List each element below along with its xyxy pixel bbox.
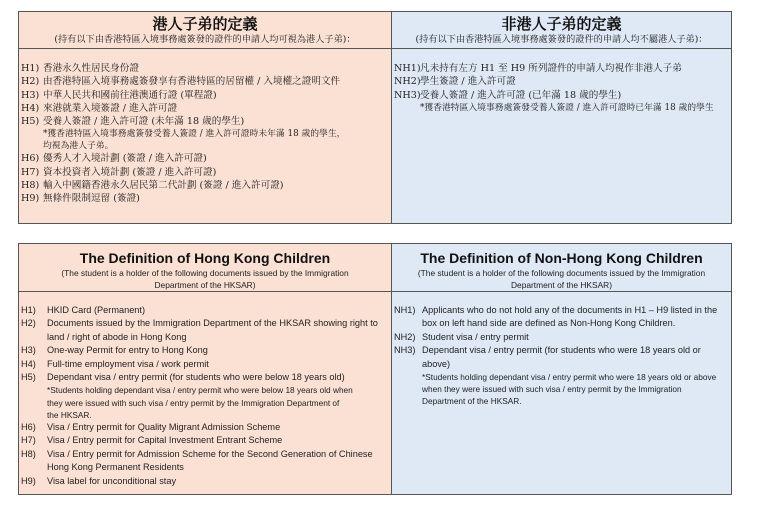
english-definition-table	[18, 243, 732, 495]
list-item: H3) One-way Permit for entry to Hong Kong	[21, 345, 208, 356]
list-item: NH1) 凡未持有左方 H1 至 H9 所列證件的申請人均視作非港人子弟	[394, 63, 682, 74]
english-header-row	[19, 244, 731, 292]
list-item: H8) Visa / Entry permit for Admission Scheme for the Second Generation of Chinese Hong Kong Permanent Residents	[21, 448, 373, 473]
list-item: H7) 資本投資者入境計劃 (簽證 / 進入許可證)	[21, 166, 217, 178]
hk-children-subtitle-zh: (持有以下由香港特區入境事務處簽發的證件的申請人均可視為港人子弟)：	[54, 34, 356, 45]
non-hk-children-title-zh: 非港人子弟的定義	[501, 15, 622, 33]
non-hk-children-subtitle-en: (The student is a holder of the following documents issued by the Immigration Department of the HKSAR)	[417, 268, 706, 290]
non-hk-children-header-zh	[392, 12, 731, 49]
list-item: NH3) Dependant visa / entry permit (for students who were 18 years old or above)	[394, 345, 701, 369]
dependant-note-en: *Students holding dependant visa / entry permit who were 18 years old or above when they were issued with such visa / entry permit by the Immigration Department of the HKSAR.	[422, 372, 717, 407]
list-item: H5) 受養人簽證 / 進入許可證 (未年滿 18 歲的學生)	[21, 116, 245, 128]
list-item: H1) 香港永久性居民身份證	[21, 63, 139, 74]
list-item: H4) 來港就業入境簽證 / 進入許可證	[21, 102, 178, 114]
hk-children-header-en	[19, 244, 392, 292]
list-item: H5) Dependant visa / entry permit (for students who were below 18 years old)	[21, 372, 345, 383]
chinese-body-row	[19, 49, 731, 223]
non-hk-children-title-en: The Definition of Non-Hong Kong Children	[420, 250, 703, 266]
english-body-row	[19, 292, 731, 494]
list-item: H6) 優秀人才入境計劃 (簽證 / 進入許可證)	[21, 153, 207, 165]
hk-children-list-zh	[19, 49, 392, 223]
list-item: H9) Visa label for unconditional stay	[21, 475, 177, 486]
list-item: H2) 由香港特區入境事務處簽發享有香港特區的居留權 / 入境權之證明文件	[21, 76, 341, 88]
list-item: NH3) 受養人簽證 / 進入許可證 (已年滿 18 歲的學生)	[394, 89, 622, 101]
hk-children-list-en	[19, 292, 392, 494]
chinese-definition-table	[18, 11, 732, 224]
hk-children-header-zh	[19, 12, 392, 49]
dependant-note-en: *Students holding dependant visa / entry permit who were below 18 years old when they were issued with such visa / entry permit by the Immigration Department of the HKSAR.	[47, 385, 353, 420]
dependant-note-zh: *獲香港特區入境事務處簽發受養人簽證 / 進入許可證時已年滿 18 歲的學生	[420, 102, 714, 113]
list-item: H6) Visa / Entry permit for Quality Migrant Admission Scheme	[21, 422, 281, 433]
list-item: H7) Visa / Entry permit for Capital Investment Entrant Scheme	[21, 435, 283, 446]
list-item: NH2) Student visa / entry permit	[394, 331, 529, 342]
list-item: H1) HKID Card (Permanent)	[21, 305, 146, 315]
hk-children-subtitle-en: (The student is a holder of the following documents issued by the Immigration Department of the HKSAR)	[61, 268, 349, 290]
non-hk-children-subtitle-zh: (持有以下由香港特區入境事務處簽發的證件的申請人均不屬港人子弟)：	[415, 34, 708, 45]
hk-children-title-en: The Definition of Hong Kong Children	[79, 250, 331, 266]
non-hk-children-header-en	[392, 244, 731, 292]
chinese-header-row	[19, 12, 731, 49]
non-hk-children-list-en	[392, 292, 731, 494]
list-item: NH1) Applicants who do not hold any of the documents in H1 – H9 listed in the box on left hand side are defined as Non-Hong Kong Children.	[394, 305, 718, 329]
list-item: NH2) 學生簽證 / 進入許可證	[394, 76, 516, 88]
list-item: H3) 中華人民共和國前往港澳通行證 (單程證)	[21, 89, 217, 101]
list-item: H2) Documents issued by the Immigration Department of the HKSAR showing right to land / right of abode in Hong Kong	[21, 318, 378, 342]
dependant-note-zh: *獲香港特區入境事務處簽發受養人簽證 / 進入許可證時未年滿 18 歲的學生，均視為港人子弟。	[43, 129, 346, 152]
list-item: H4) Full-time employment visa / work permit	[21, 358, 209, 369]
non-hk-children-list-zh	[392, 49, 731, 223]
list-item: H9) 無條件限制逗留 (簽證)	[21, 193, 140, 205]
hk-children-title-zh: 港人子弟的定義	[152, 15, 258, 33]
list-item: H8) 輸入中國籍香港永久居民第二代計劃 (簽證 / 進入許可證)	[21, 180, 284, 192]
